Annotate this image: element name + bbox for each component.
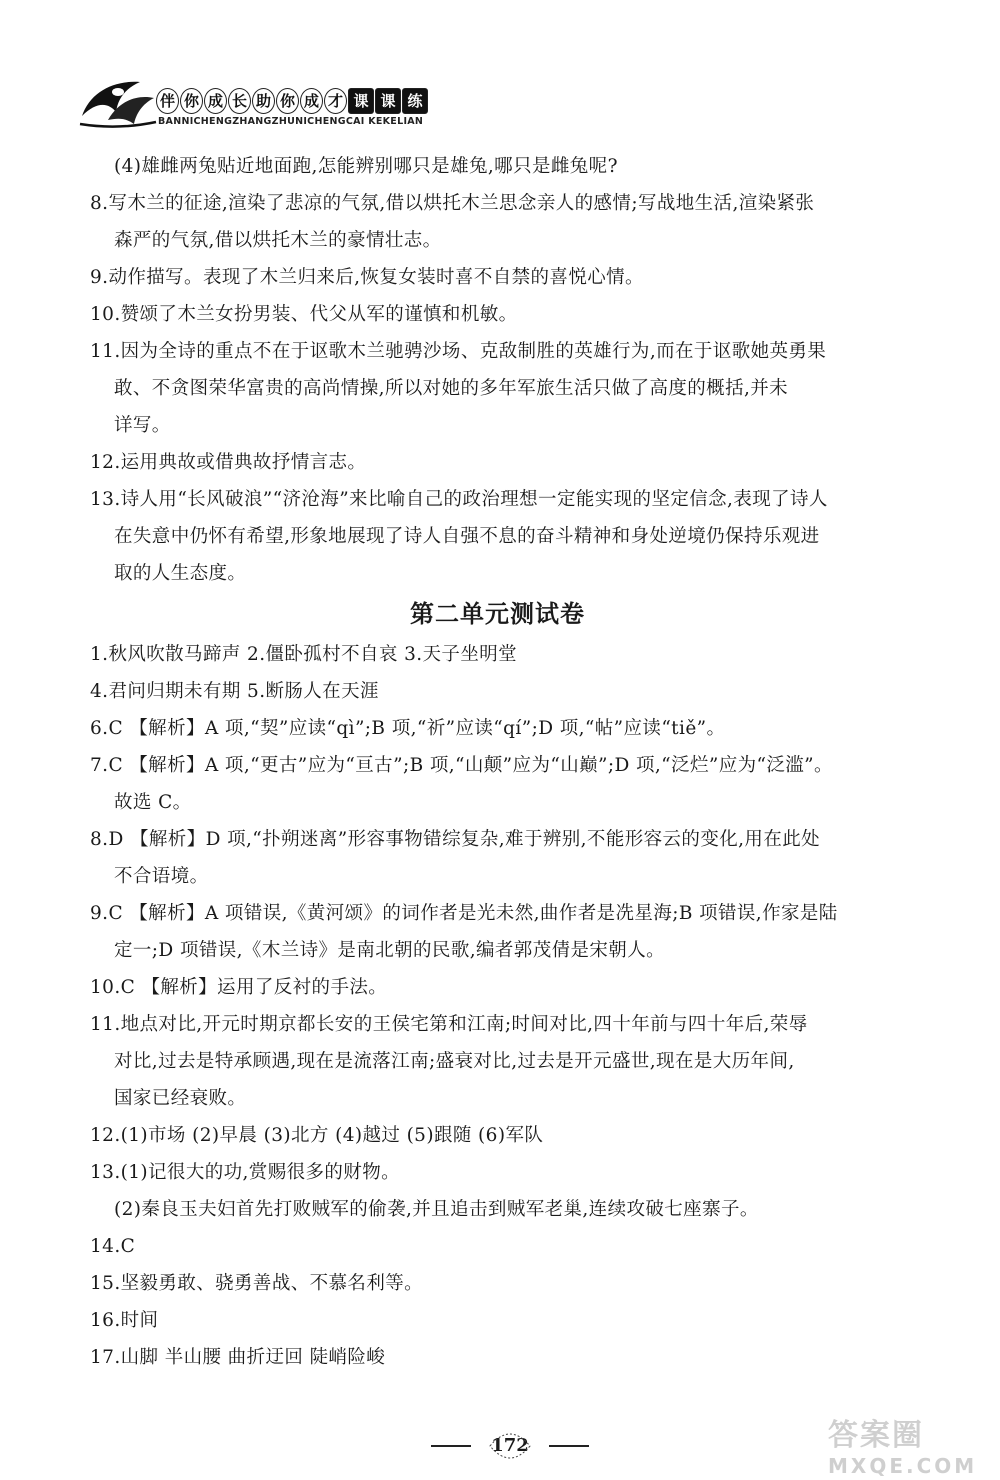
watermark-bottom: MXQE.COM	[828, 1454, 978, 1478]
answer-line: 国家已经衰败。	[114, 1088, 247, 1109]
answer-line: 定一;D 项错误,《木兰诗》是南北朝的民歌,编者郭茂倩是宋朝人。	[114, 940, 666, 961]
answer-line: 14.C	[90, 1236, 136, 1257]
answer-line: 17.山脚 半山腰 曲折迂回 陡峭险峻	[90, 1347, 386, 1368]
section-title: 第二单元测试卷	[410, 600, 585, 628]
watermark	[828, 1410, 993, 1478]
brand-char: 才	[324, 88, 347, 114]
answer-line: 详写。	[114, 415, 171, 436]
footer-rule-right	[549, 1445, 589, 1447]
answer-line: 12.(1)市场 (2)早晨 (3)北方 (4)越过 (5)跟随 (6)军队	[90, 1125, 544, 1146]
answer-line: 不合语境。	[114, 866, 209, 887]
answers-unit-two	[90, 636, 905, 1376]
answer-line: 7.C 【解析】A 项,“更古”应为“亘古”;B 项,“山颠”应为“山巅”;D 项,“泛烂”应为“泛滥”。	[90, 755, 833, 776]
answer-line: 13.(1)记很大的功,赏赐很多的财物。	[90, 1162, 401, 1183]
page-footer	[465, 1432, 555, 1462]
answer-line: 12.运用典故或借典故抒情言志。	[90, 452, 367, 473]
answers-unit-one	[90, 148, 905, 592]
answer-line: 13.诗人用“长风破浪”“济沧海”来比喻自己的政治理想一定能实现的坚定信念,表现了诗人	[90, 489, 828, 510]
page-header	[78, 72, 438, 138]
answer-line: 9.C 【解析】A 项错误,《黄河颂》的词作者是光未然,曲作者是冼星海;B 项错误,作家是陆	[90, 903, 838, 924]
answer-line: 森严的气氛,借以烘托木兰的豪情壮志。	[114, 230, 442, 251]
brand-char: 练	[402, 88, 428, 114]
answer-line: 10.C 【解析】运用了反衬的手法。	[90, 977, 388, 998]
answer-line: 6.C 【解析】A 项,“契”应读“qì”;B 项,“祈”应读“qí”;D 项,“帖”应读“tiě”。	[90, 718, 726, 739]
brand-char: 成	[300, 88, 323, 114]
answer-content	[90, 148, 905, 1376]
answer-line: 8.D 【解析】D 项,“扑朔迷离”形容事物错综复杂,难于辨别,不能形容云的变化,用在此处	[90, 829, 821, 850]
answer-line: 15.坚毅勇敢、骁勇善战、不慕名利等。	[90, 1273, 424, 1294]
book-logo-icon	[78, 72, 158, 134]
answer-line: 敢、不贪图荣华富贵的高尚情操,所以对她的多年军旅生活只做了高度的概括,并未	[114, 378, 789, 399]
answer-line: 取的人生态度。	[114, 563, 247, 584]
answer-line: 在失意中仍怀有希望,形象地展现了诗人自强不息的奋斗精神和身处逆境仍保持乐观进	[114, 526, 820, 547]
brand-char: 长	[228, 88, 251, 114]
answer-line: 16.时间	[90, 1310, 159, 1331]
answer-line: 对比,过去是特承顾遇,现在是流落江南;盛衰对比,过去是开元盛世,现在是大历年间,	[114, 1051, 795, 1072]
answer-line: 1.秋风吹散马蹄声 2.僵卧孤村不自哀 3.天子坐明堂	[90, 644, 518, 665]
page-number-ornament-icon	[487, 1428, 533, 1464]
brand-slogan	[156, 88, 428, 114]
brand-char: 课	[375, 88, 401, 114]
brand-char: 助	[252, 88, 275, 114]
brand-char: 你	[276, 88, 299, 114]
watermark-top: 答案圈	[828, 1418, 924, 1453]
page-number: 172	[491, 1435, 529, 1456]
brand-char: 课	[348, 88, 374, 114]
answer-line: (4)雄雌两兔贴近地面跑,怎能辨别哪只是雄兔,哪只是雌兔呢?	[114, 156, 618, 177]
answer-line: 8.写木兰的征途,渲染了悲凉的气氛,借以烘托木兰思念亲人的感情;写战地生活,渲染紧张	[90, 193, 815, 214]
answer-line: (2)秦良玉夫妇首先打败贼军的偷袭,并且追击到贼军老巢,连续攻破七座寨子。	[114, 1199, 759, 1220]
answer-line: 11.地点对比,开元时期京都长安的王侯宅第和江南;时间对比,四十年前与四十年后,荣辱	[90, 1014, 808, 1035]
brand-pinyin: BANNICHENGZHANGZHUNICHENGCAI KEKELIAN	[158, 116, 424, 127]
answer-line: 11.因为全诗的重点不在于讴歌木兰驰骋沙场、克敌制胜的英雄行为,而在于讴歌她英勇果	[90, 341, 827, 362]
answer-line: 10.赞颂了木兰女扮男装、代父从军的谨慎和机敏。	[90, 304, 518, 325]
brand-char: 伴	[156, 88, 179, 114]
answer-line: 4.君问归期未有期 5.断肠人在天涯	[90, 681, 379, 702]
answer-line: 故选 C。	[114, 792, 192, 813]
brand-char: 成	[204, 88, 227, 114]
brand-char: 你	[180, 88, 203, 114]
answer-line: 9.动作描写。表现了木兰归来后,恢复女装时喜不自禁的喜悦心情。	[90, 267, 644, 288]
